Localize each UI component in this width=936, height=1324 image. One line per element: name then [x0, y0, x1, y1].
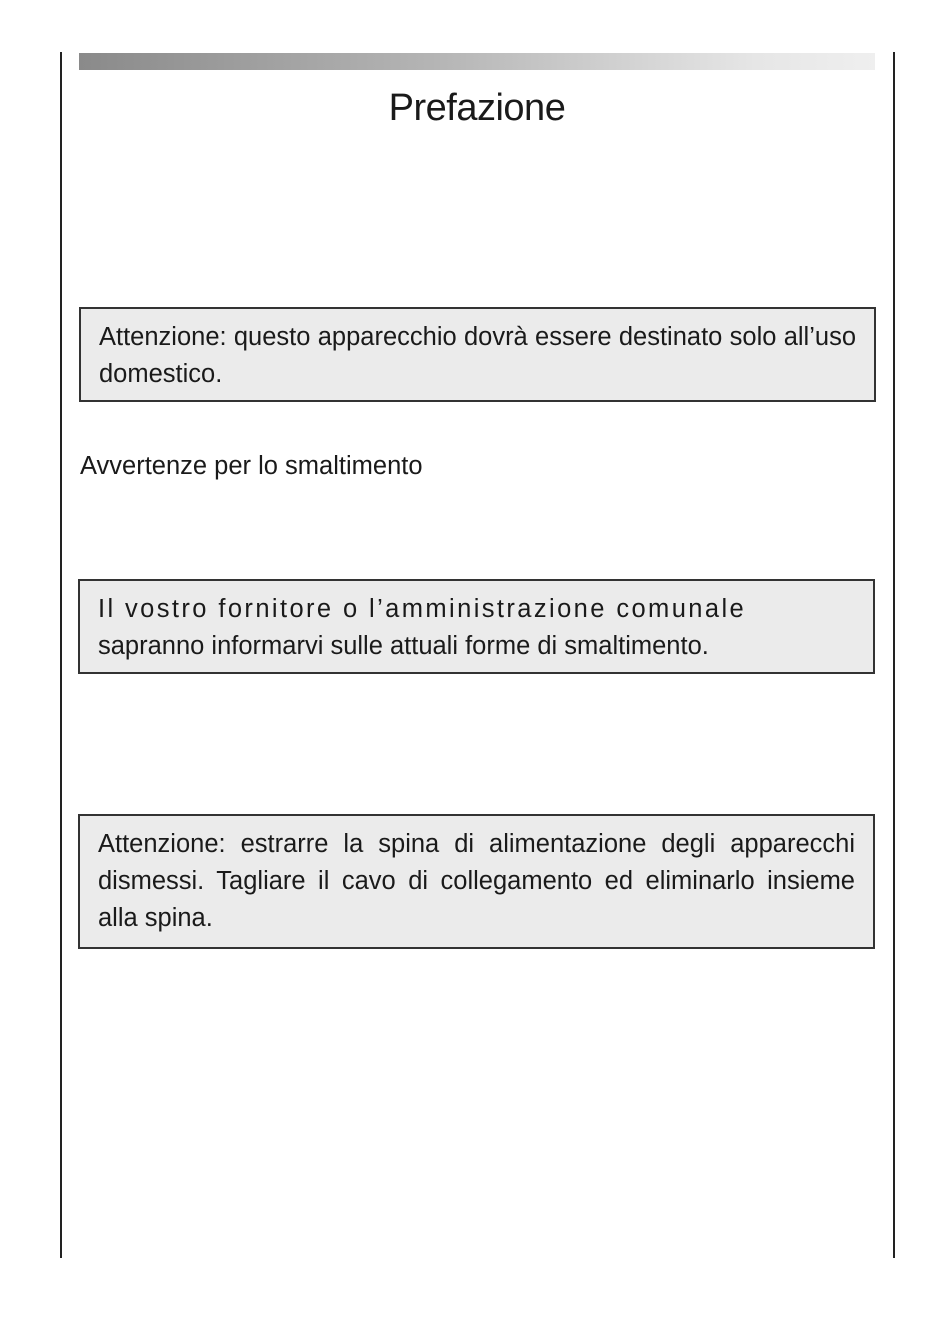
left-margin-rule [60, 52, 62, 1258]
notice-plug-removal [78, 814, 875, 949]
page-title: Prefazione [388, 87, 566, 129]
disposal-heading: Avvertenze per lo smaltimento [80, 452, 423, 480]
header-gradient-bar [79, 53, 875, 70]
notice-plug-removal-text: Attenzione: estrarre la spina di alimentazione degli apparecchi dismessi. Tagliare il cavo di collegamento ed eliminarlo insieme alla spina. [98, 830, 855, 932]
right-margin-rule [893, 52, 895, 1258]
notice-supplier-line-1: Il vostro fornitore o l’amministrazione comunale [98, 595, 747, 623]
notice-domestic-use-text: Attenzione: questo apparecchio dovrà essere destinato solo all’uso domestico. [99, 323, 856, 388]
notice-supplier-info [78, 579, 875, 674]
notice-domestic-use [79, 307, 876, 402]
notice-supplier-line-2: sapranno informarvi sulle attuali forme di smaltimento. [98, 632, 709, 660]
